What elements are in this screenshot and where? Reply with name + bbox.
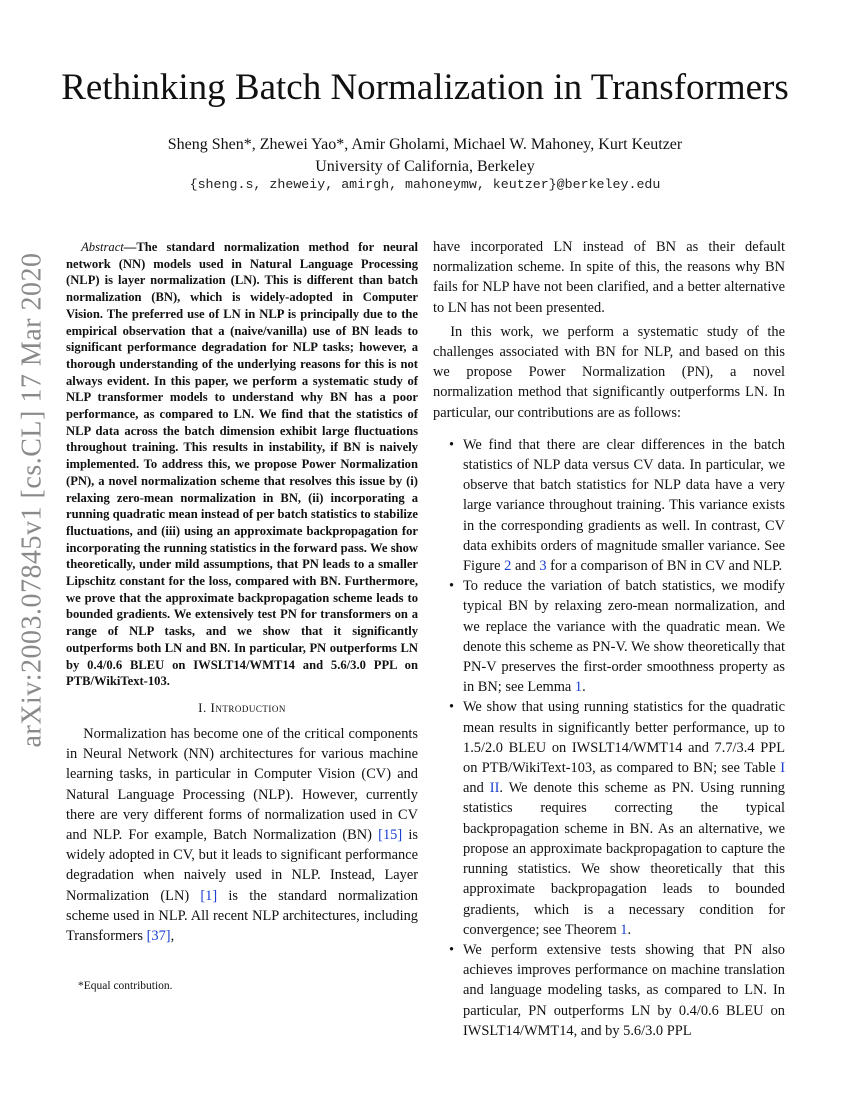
arxiv-stamp: arXiv:2003.07845v1 [cs.CL] 17 Mar 2020	[16, 252, 47, 748]
abstract-text: —The standard normalization method for neural network (NN) models used in Natural Language Processing (NLP) is layer normalization (LN). This is different than batch normalization (BN), which is widely-adopted in Computer Vision. The preferred use of LN in NLP is principally due to the empirical observation that a (naive/vanilla) use of BN leads to significant performance degradation for NLP tasks; however, a thorough understanding of the underlying reasons for this is not always evident. In this paper, we perform a systematic study of NLP transformer models to understand why BN has a poor performance, as compared to LN. We find that the statistics of NLP data across the batch dimension exhibit large fluctuations throughout training. This results in instability, if BN is naively implemented. To address this, we propose Power Normalization (PN), a novel normalization scheme that resolves this issue by (i) relaxing zero-mean normalization in BN, (ii) incorporating a running quadratic mean instead of per batch statistics to stabilize fluctuations, and (iii) using an approximate backpropagation for incorporating the running statistics in the forward pass. We show theoretically, under mild assumptions, that PN leads to a smaller Lipschitz constant for the loss, compared with BN. Furthermore, we prove that the approximate backpropagation scheme leads to bounded gradients. We extensively test PN for transformers on a range of NLP tasks, and we show that it significantly outperforms both LN and BN. In particular, PN outperforms LN by 0.4/0.6 BLEU on IWSLT14/WMT14 and 5.6/3.0 PPL on PTB/WikiText-103.	[66, 240, 418, 689]
list-item	[449, 576, 785, 697]
contributions-list	[433, 435, 785, 1041]
abstract	[66, 239, 418, 690]
bullet-text: and	[463, 780, 490, 797]
bullet-text: We perform extensive tests showing that PN also achieves improves performance on machine translation and language modeling tasks, as compared to LN. In particular, PN outperforms LN by 0.4/0.6 BLEU on IWSLT14/WMT14, and by 5.6/3.0 PPL	[463, 941, 785, 1039]
bullet-icon: •	[449, 436, 455, 453]
table-link[interactable]: II	[489, 780, 500, 797]
bullet-text: To reduce the variation of batch statistics, we modify typical BN by relaxing zero-mean normalization, and we replace the variance with the quadratic mean. We denote this scheme as PN-V. We show theoretically that PN-V preserves the first-order smoothness property as in BN; see Lemma	[463, 578, 785, 696]
intro-text-c: is the standard normalization scheme used in NLP. All recent NLP architectures, including Transformers	[66, 887, 418, 945]
intro-text-d: ,	[170, 928, 175, 945]
intro-paragraph-1	[66, 724, 418, 946]
list-item	[449, 435, 785, 576]
bullet-text: .	[627, 921, 632, 938]
bullet-text: We show that using running statistics for the quadratic mean results in significantly better performance, up to 1.5/2.0 BLEU on IWSLT14/WMT14 and 7.7/3.4 PPL on PTB/WikiText-103, as compared to BN; see Table	[463, 699, 785, 777]
table-link[interactable]: I	[780, 760, 785, 777]
bullet-text: We find that there are clear differences in the batch statistics of NLP data versus CV data. In particular, we observe that batch statistics for NLP data have a very large variance throughout training. This variance exists in the corresponding gradients as well. In contrast, CV data exhibits orders of magnitude smaller variance. See Figure	[463, 436, 785, 575]
intro-paragraph-continued: have incorporated LN instead of BN as their default normalization scheme. In spite of this, the reasons why BN fails for NLP have not been clarified, and a better alternative to LN has not been presented.	[433, 239, 785, 316]
right-column	[433, 237, 785, 1041]
author-block	[0, 134, 850, 178]
author-list: Sheng Shen*, Zhewei Yao*, Amir Gholami, Michael W. Mahoney, Kurt Keutzer	[167, 136, 683, 153]
arxiv-stamp-container	[8, 252, 56, 748]
abstract-lead: Abstract	[81, 240, 124, 254]
intro-text-b: is widely adopted in CV, but it leads to significant performance degradation when naively used in NLP. Instead, Layer Normalization (LN)	[66, 827, 418, 904]
list-item	[449, 697, 785, 939]
bullet-text: . We denote this scheme as PN. Using running statistics requires correcting the typical backpropagation scheme in BN. As an alternative, we propose an approximate backpropagation to capture the running statistics. We show theoretically that this approximate backpropagation leads to bounded gradients, which is a necessary condition for convergence; see Theorem	[463, 780, 785, 938]
paper-title: Rethinking Batch Normalization in Transformers	[61, 67, 789, 108]
figure-link[interactable]: 2	[504, 558, 512, 575]
affiliation: University of California, Berkeley	[315, 158, 535, 175]
bullet-icon: •	[449, 699, 455, 716]
bullet-icon: •	[449, 941, 455, 958]
intro-paragraph-2: In this work, we perform a systematic study of the challenges associated with BN for NLP, and based on this we propose Power Normalization (PN), a novel normalization method that significantly outperforms LN. In particular, our contributions are as follows:	[433, 323, 785, 421]
list-item	[449, 940, 785, 1041]
section-heading-introduction: I. Introduction	[198, 699, 286, 715]
lemma-link[interactable]: 1	[574, 679, 583, 696]
author-emails: {sheng.s, zheweiy, amirgh, mahoneymw, keutzer}@berkeley.edu	[189, 177, 661, 192]
citation-link[interactable]: [15]	[378, 827, 403, 843]
bullet-icon: •	[449, 578, 455, 595]
citation-link[interactable]: [1]	[200, 887, 218, 904]
bullet-text: .	[582, 679, 586, 696]
bullet-text: and	[511, 558, 540, 575]
theorem-link[interactable]: 1	[620, 921, 628, 938]
intro-text-a: Normalization has become one of the critical components in Neural Network (NN) architectures for various machine learning tasks, in particular in Computer Vision (CV) and Natural Language Processing (NLP). However, currently there are very different forms of normalization used in CV and NLP. For example, Batch Normalization (BN)	[66, 725, 418, 843]
citation-link[interactable]: [37]	[146, 928, 171, 945]
bullet-text: for a comparison of BN in CV and NLP.	[546, 558, 783, 575]
figure-link[interactable]: 3	[539, 558, 547, 575]
footnote: *Equal contribution.	[78, 980, 173, 992]
left-column	[66, 239, 418, 946]
